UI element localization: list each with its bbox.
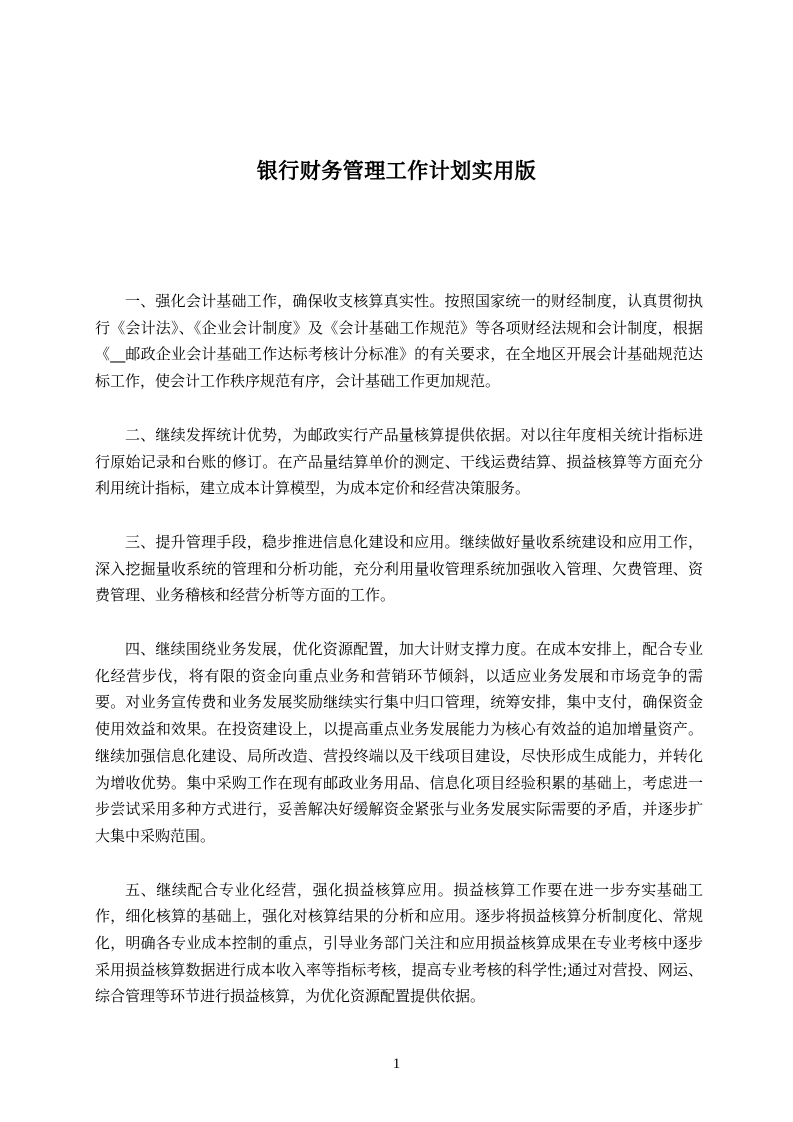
paragraph-4: 四、继续围绕业务发展，优化资源配置，加大计财支撑力度。在成本安排上，配合专业化经营步伐，将有限的资金向重点业务和营销环节倾斜，以适应业务发展和市场竞争的需要。对业务宣传费和业务发展奖励继续实行集中归口管理，统筹安排，集中支付，确保资金使用效益和效果。在投资建设上，以提高重点业务发展能力为核心有效益的追加增量资产。继续加强信息化建设、局所改造、营投终端以及干线项目建设，尽快形成生成能力，并转化为增收优势。集中采购工作在现有邮政业务用品、信息化项目经验积累的基础上，考虑进一步尝试采用多种方式进行，妥善解决好缓解资金紧张与业务发展实际需要的矛盾，并逐步扩大集中采购范围。 <box>95 640 703 845</box>
paragraph-1: 一、强化会计基础工作，确保收支核算真实性。按照国家统一的财经制度，认真贯彻执行《会计法》、《企业会计制度》及《会计基础工作规范》等各项财经法规和会计制度，根据《__邮政企业会计基础工作达标考核计分标准》的有关要求，在全地区开展会计基础规范达标工作，使会计工作秩序规范有序，会计基础工作更加规范。 <box>95 292 703 391</box>
document-body <box>95 288 703 1010</box>
paragraph-5: 五、继续配合专业化经营，强化损益核算应用。损益核算工作要在进一步夯实基础工作，细化核算的基础上，强化对核算结果的分析和应用。逐步将损益核算分析制度化、常规化，明确各专业成本控制的重点，引导业务部门关注和应用损益核算成果在专业考核中逐步采用损益核算数据进行成本收入率等指标考核，提高专业考核的科学性;通过对营投、网运、综合管理等环节进行损益核算，为优化资源配置提供依据。 <box>95 880 703 1006</box>
paragraph-2: 二、继续发挥统计优势，为邮政实行产品量核算提供依据。对以往年度相关统计指标进行原始记录和台账的修订。在产品量结算单价的测定、干线运费结算、损益核算等方面充分利用统计指标，建立成本计算模型，为成本定价和经营决策服务。 <box>95 425 703 498</box>
document-title: 银行财务管理工作计划实用版 <box>256 159 537 184</box>
paragraph-3: 三、提升管理手段，稳步推进信息化建设和应用。继续做好量收系统建设和应用工作，深入挖掘量收系统的管理和分析功能，充分利用量收管理系统加强收入管理、欠费管理、资费管理、业务稽核和经营分析等方面的工作。 <box>95 532 703 605</box>
page-number: 1 <box>392 1056 401 1072</box>
